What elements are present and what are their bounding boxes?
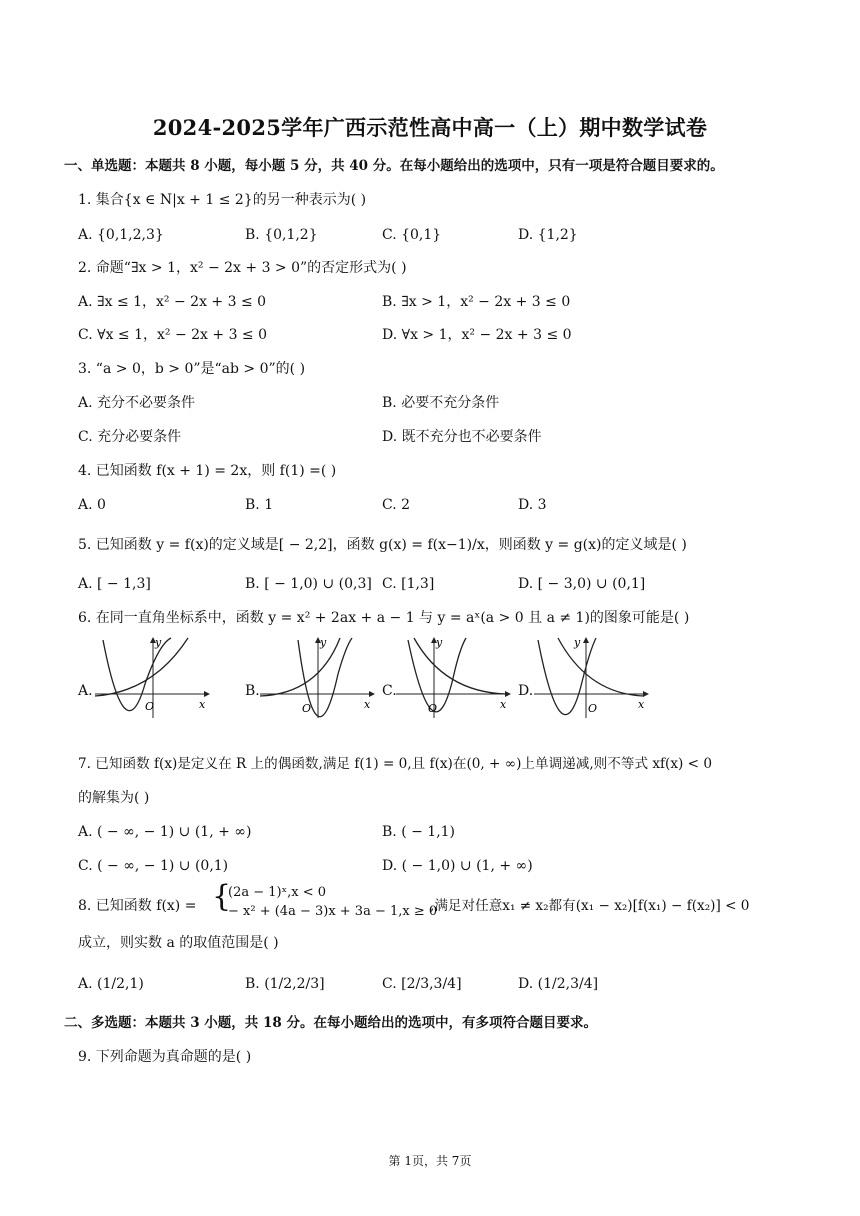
q3-option-c: C. 充分必要条件 xyxy=(78,429,182,445)
q5-option-d: D. [ − 3,0) ∪ (0,1] xyxy=(518,576,646,592)
page-footer: 第 1页，共 7页 xyxy=(388,1154,472,1168)
section-heading-single-choice: 一、单选题：本题共 8 小题，每小题 5 分，共 40 分。在每小题给出的选项中，只有一项是符合题目要求的。 xyxy=(64,158,724,174)
q3-option-d: D. 既不充分也不必要条件 xyxy=(382,429,542,445)
x-axis-label: x xyxy=(364,698,371,711)
x-axis-label: x xyxy=(500,698,507,711)
q4-option-a: A. 0 xyxy=(78,497,106,513)
q3-option-a: A. 充分不必要条件 xyxy=(78,395,196,411)
question-6-stem: 6. 在同一直角坐标系中，函数 y = x² + 2ax + a − 1 与 y = aˣ(a > 0 且 a ≠ 1)的图象可能是( ) xyxy=(78,610,690,626)
q8-option-b: B. (1/2,2/3] xyxy=(245,976,325,992)
q4-option-b: B. 1 xyxy=(245,497,274,513)
q8-option-d: D. (1/2,3/4] xyxy=(518,976,599,992)
y-axis-label: y xyxy=(155,636,162,649)
q6-graph-c xyxy=(394,634,514,720)
section-heading-multiple-choice: 二、多选题：本题共 3 小题，共 18 分。在每小题给出的选项中，有多项符合题目要求。 xyxy=(64,1015,597,1031)
q7-option-c: C. ( − ∞, − 1) ∪ (0,1) xyxy=(78,858,229,874)
page-title: 2024-2025学年广西示范性高中高一（上）期中数学试卷 xyxy=(152,115,708,140)
q7-option-b: B. ( − 1,1) xyxy=(382,824,456,840)
q2-option-a: A. ∃x ≤ 1，x² − 2x + 3 ≤ 0 xyxy=(78,294,267,310)
question-7-stem-line1: 7. 已知函数 f(x)是定义在 R 上的偶函数,满足 f(1) = 0,且 f(x)在(0, + ∞)上单调递减,则不等式 xf(x) < 0 xyxy=(78,756,713,772)
question-8-suffix: ,满足对任意x₁ ≠ x₂都有(x₁ − x₂)[f(x₁) − f(x₂)] < 0 xyxy=(430,898,750,914)
origin-label: O xyxy=(588,702,598,715)
q4-option-c: C. 2 xyxy=(382,497,411,513)
q6-option-b: B. xyxy=(245,683,260,699)
q8-piece-1: (2a − 1)ˣ,x < 0 xyxy=(228,885,326,900)
origin-label: O xyxy=(302,702,312,715)
q1-option-c: C. {0,1} xyxy=(382,227,442,243)
x-axis-label: x xyxy=(638,698,645,711)
q6-graph-a xyxy=(93,634,213,720)
q6-option-c: C. xyxy=(382,683,397,699)
q3-option-b: B. 必要不充分条件 xyxy=(382,395,500,411)
q2-option-b: B. ∃x > 1，x² − 2x + 3 ≤ 0 xyxy=(382,294,571,310)
question-4-stem: 4. 已知函数 f(x + 1) = 2x，则 f(1) =( ) xyxy=(78,463,337,479)
y-axis-label: y xyxy=(574,636,581,649)
question-1-stem: 1. 集合{x ∈ N|x + 1 ≤ 2}的另一种表示为( ) xyxy=(78,192,367,208)
question-7-stem-line2: 的解集为( ) xyxy=(78,790,150,806)
question-8-stem-line2: 成立，则实数 a 的取值范围是( ) xyxy=(78,935,279,951)
q1-option-a: A. {0,1,2,3} xyxy=(78,227,164,243)
question-8-prefix: 8. 已知函数 f(x) = xyxy=(78,898,197,914)
q8-option-a: A. (1/2,1) xyxy=(78,976,144,992)
q1-option-b: B. {0,1,2} xyxy=(245,227,318,243)
q6-option-a: A. xyxy=(78,683,93,699)
q2-option-d: D. ∀x > 1，x² − 2x + 3 ≤ 0 xyxy=(382,327,572,343)
q1-option-d: D. {1,2} xyxy=(518,227,578,243)
origin-label: O xyxy=(428,702,438,715)
y-axis-label: y xyxy=(436,636,443,649)
q8-option-c: C. [2/3,3/4] xyxy=(382,976,462,992)
q8-piece-2: − x² + (4a − 3)x + 3a − 1,x ≥ 0 xyxy=(228,904,438,919)
question-9-stem: 9. 下列命题为真命题的是( ) xyxy=(78,1049,252,1065)
q6-graph-b xyxy=(258,634,378,720)
q7-option-a: A. ( − ∞, − 1) ∪ (1, + ∞) xyxy=(78,824,252,840)
origin-label: O xyxy=(145,700,155,713)
q2-option-c: C. ∀x ≤ 1，x² − 2x + 3 ≤ 0 xyxy=(78,327,268,343)
piecewise-brace: { xyxy=(212,879,232,914)
q6-graph-d xyxy=(532,634,652,720)
y-axis-label: y xyxy=(320,636,327,649)
q6-option-d: D. xyxy=(518,683,534,699)
q5-option-a: A. [ − 1,3] xyxy=(78,576,151,592)
question-3-stem: 3. “a > 0，b > 0”是“ab > 0”的( ) xyxy=(78,361,306,377)
question-5-stem: 5. 已知函数 y = f(x)的定义域是[ − 2,2]，函数 g(x) = f(x−1)/x，则函数 y = g(x)的定义域是( ) xyxy=(78,537,687,553)
q4-option-d: D. 3 xyxy=(518,497,547,513)
q5-option-c: C. [1,3] xyxy=(382,576,435,592)
x-axis-label: x xyxy=(199,698,206,711)
q5-option-b: B. [ − 1,0) ∪ (0,3] xyxy=(245,576,372,592)
q7-option-d: D. ( − 1,0) ∪ (1, + ∞) xyxy=(382,858,533,874)
question-2-stem: 2. 命题“∃x > 1，x² − 2x + 3 > 0”的否定形式为( ) xyxy=(78,260,407,276)
